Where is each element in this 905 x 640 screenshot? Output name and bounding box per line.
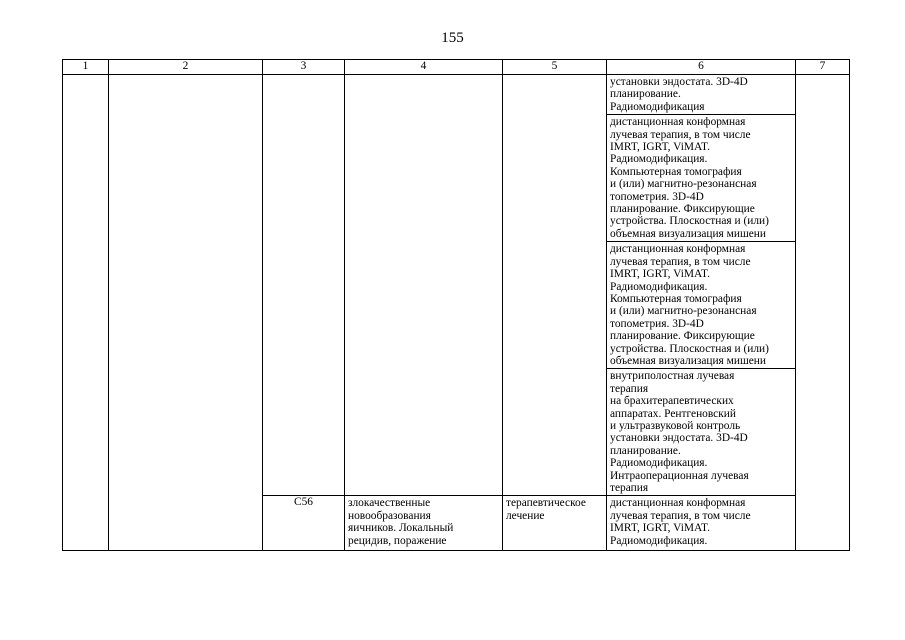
column-header-4: 4 <box>345 60 503 75</box>
column-header-3: 3 <box>263 60 345 75</box>
table-cell-col3 <box>263 75 345 496</box>
treatment-type-cell: терапевтическое лечение <box>503 496 607 551</box>
column-header-6: 6 <box>607 60 796 75</box>
table-cell-col1 <box>63 75 109 551</box>
diagnosis-description-cell: злокачественные новообразования яичников. Локальный рецидив, поражение <box>345 496 503 551</box>
column-header-7: 7 <box>796 60 850 75</box>
table-cell-col2 <box>109 75 263 551</box>
document-table <box>62 59 850 551</box>
diagnosis-code-cell: C56 <box>263 496 345 551</box>
method-cell: установки эндостата. 3D-4D планирование. Радиомодификация <box>607 75 796 115</box>
page-number: 155 <box>441 30 464 46</box>
table-cell-col7 <box>796 75 850 551</box>
method-cell: внутриполостная лучевая терапия на брахитерапевтических аппаратах. Рентгеновский и ультразвуковой контроль установки эндостата. 3D-4D планирование. Радиомодификация. Интраоперационная лучевая терапия <box>607 369 796 496</box>
method-cell: дистанционная конформная лучевая терапия, в том числе IMRT, IGRT, ViMAT. Радиомодификация. <box>607 496 796 551</box>
table-row <box>63 75 850 115</box>
column-header-1: 1 <box>63 60 109 75</box>
method-cell: дистанционная конформная лучевая терапия, в том числе IMRT, IGRT, ViMAT. Радиомодификация. Компьютерная томография и (или) магнитно-резонансная топометрия. 3D-4D планирование. Фиксирующие устройства. Плоскостная и (или) объемная визуализация мишени <box>607 115 796 242</box>
column-header-2: 2 <box>109 60 263 75</box>
method-cell: дистанционная конформная лучевая терапия, в том числе IMRT, IGRT, ViMAT. Радиомодификация. Компьютерная томография и (или) магнитно-резонансная топометрия. 3D-4D планирование. Фиксирующие устройства. Плоскостная и (или) объемная визуализация мишени <box>607 242 796 369</box>
table-cell-col5 <box>503 75 607 496</box>
column-number-row <box>63 60 850 75</box>
column-header-5: 5 <box>503 60 607 75</box>
table-cell-col4 <box>345 75 503 496</box>
document-table-container <box>62 59 850 551</box>
